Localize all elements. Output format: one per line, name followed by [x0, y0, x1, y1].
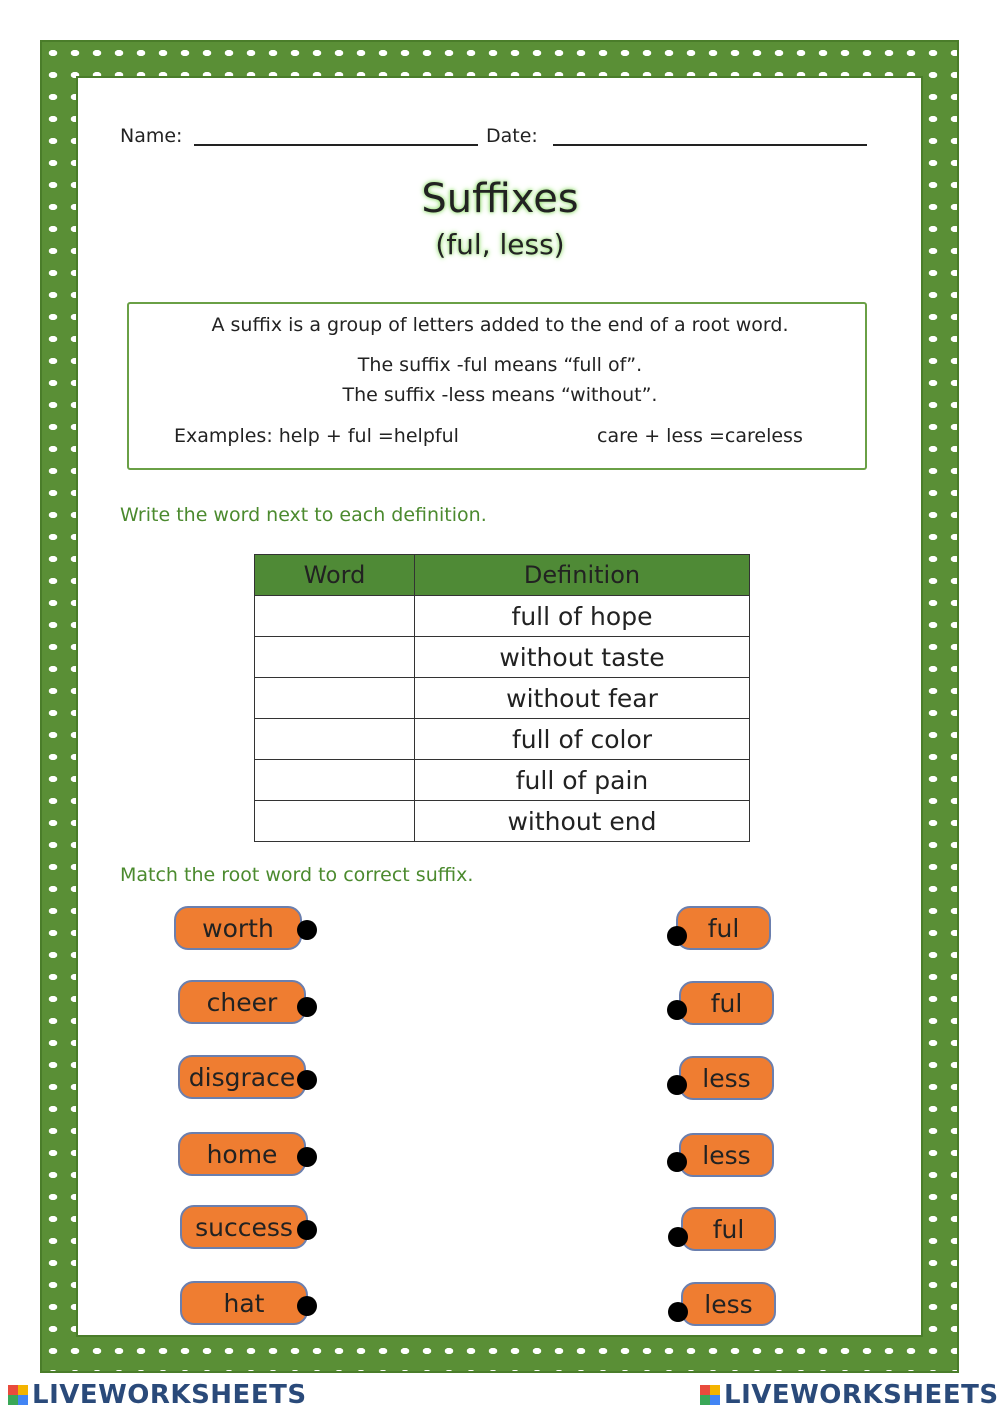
- match-dot-right[interactable]: [667, 926, 687, 946]
- name-field[interactable]: [194, 144, 478, 146]
- table-row: [255, 596, 750, 637]
- root-word-pill[interactable]: worth: [174, 906, 302, 950]
- table-header-row: [255, 555, 750, 596]
- root-word-pill[interactable]: hat: [180, 1281, 308, 1325]
- definition-cell: without fear: [415, 678, 750, 719]
- match-dot-right[interactable]: [667, 1075, 687, 1095]
- suffix-pill[interactable]: ful: [679, 981, 774, 1025]
- footer-logo-left-text: LIVEWORKSHEETS: [32, 1380, 307, 1410]
- word-answer-cell[interactable]: [255, 719, 415, 760]
- root-word-pill[interactable]: success: [180, 1205, 308, 1249]
- table-row: [255, 678, 750, 719]
- liveworksheets-logo-icon: [8, 1385, 28, 1405]
- section1-instruction: Write the word next to each definition.: [120, 504, 487, 526]
- info-line-1: A suffix is a group of letters added to the end of a root word.: [211, 314, 789, 336]
- info-line-3: The suffix -less means “without”.: [342, 384, 658, 406]
- table-row: [255, 760, 750, 801]
- definition-cell: without end: [415, 801, 750, 842]
- header-definition: Definition: [415, 555, 750, 596]
- definition-cell: full of pain: [415, 760, 750, 801]
- definition-table: [254, 554, 750, 842]
- suffix-pill[interactable]: ful: [681, 1207, 776, 1251]
- section2-instruction: Match the root word to correct suffix.: [120, 864, 474, 886]
- match-dot-right[interactable]: [667, 1000, 687, 1020]
- match-dot-left[interactable]: [297, 1147, 317, 1167]
- name-label: Name:: [120, 125, 183, 147]
- page-subtitle: (ful, less): [435, 228, 565, 261]
- word-answer-cell[interactable]: [255, 678, 415, 719]
- table-row: [255, 637, 750, 678]
- match-dot-left[interactable]: [297, 1220, 317, 1240]
- match-dot-left[interactable]: [297, 920, 317, 940]
- header-word: Word: [255, 555, 415, 596]
- match-dot-right[interactable]: [667, 1152, 687, 1172]
- match-dot-right[interactable]: [668, 1227, 688, 1247]
- match-dot-left[interactable]: [297, 1296, 317, 1316]
- definition-cell: full of color: [415, 719, 750, 760]
- definition-cell: full of hope: [415, 596, 750, 637]
- info-line-2: The suffix -ful means “full of”.: [357, 354, 643, 376]
- root-word-pill[interactable]: home: [178, 1132, 306, 1176]
- footer-logo-right-text: LIVEWORKSHEETS: [724, 1380, 999, 1410]
- match-dot-left[interactable]: [297, 997, 317, 1017]
- definition-cell: without taste: [415, 637, 750, 678]
- example-2: care + less =careless: [597, 425, 803, 447]
- date-field[interactable]: [553, 144, 867, 146]
- page-title: Suffixes: [421, 176, 579, 222]
- example-1: Examples: help + ful =helpful: [174, 425, 459, 447]
- table-row: [255, 801, 750, 842]
- suffix-pill[interactable]: ful: [676, 906, 771, 950]
- root-word-pill[interactable]: cheer: [178, 980, 306, 1024]
- word-answer-cell[interactable]: [255, 596, 415, 637]
- match-dot-right[interactable]: [668, 1302, 688, 1322]
- table-row: [255, 719, 750, 760]
- match-dot-left[interactable]: [297, 1070, 317, 1090]
- date-label: Date:: [486, 125, 538, 147]
- liveworksheets-logo-icon: [700, 1385, 720, 1405]
- word-answer-cell[interactable]: [255, 760, 415, 801]
- footer-logo-right: [700, 1380, 999, 1410]
- suffix-pill[interactable]: less: [679, 1133, 774, 1177]
- suffix-pill[interactable]: less: [681, 1282, 776, 1326]
- root-word-pill[interactable]: disgrace: [178, 1055, 306, 1099]
- suffix-pill[interactable]: less: [679, 1056, 774, 1100]
- footer-logo-left: [8, 1380, 307, 1410]
- word-answer-cell[interactable]: [255, 637, 415, 678]
- word-answer-cell[interactable]: [255, 801, 415, 842]
